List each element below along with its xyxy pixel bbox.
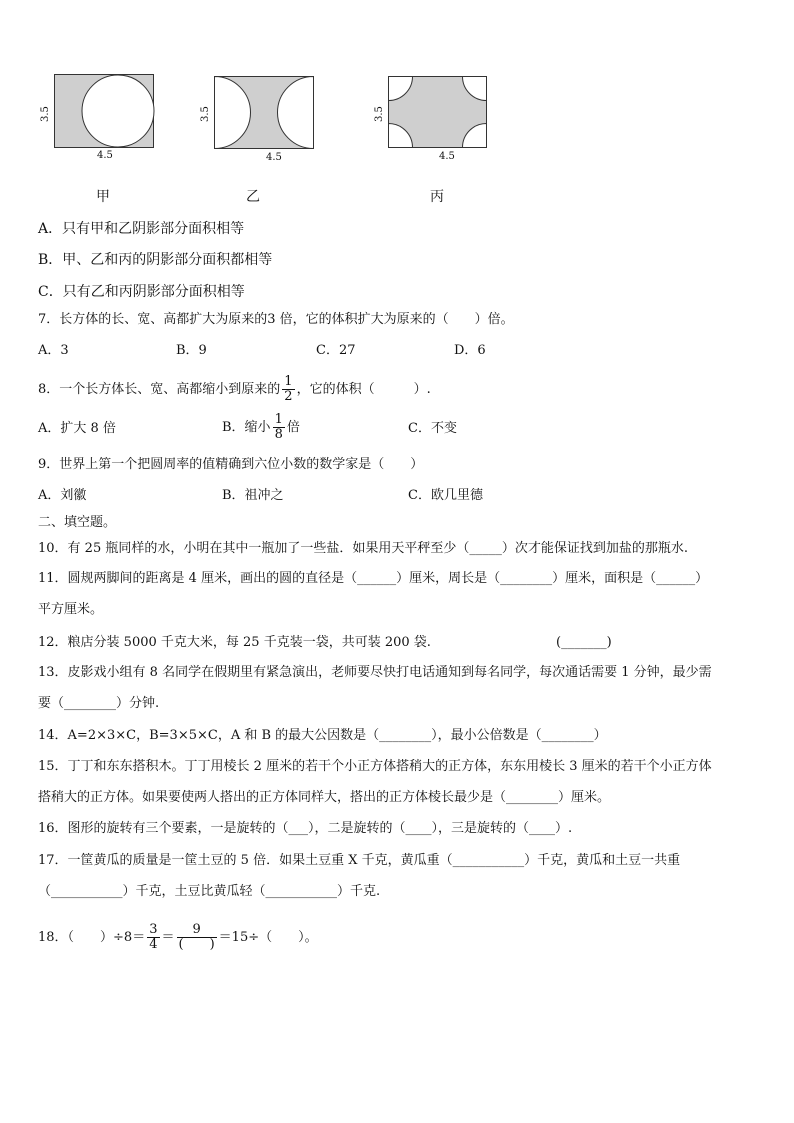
q18-fraction-2 xyxy=(177,923,217,952)
section-fill-in-title: 二、填空题。 xyxy=(38,515,117,530)
q18-frac2-den: ( ) xyxy=(178,937,215,952)
q8-stem-after: ，它的体积（ ）. xyxy=(296,382,431,397)
q8-optb-before: B．缩小 xyxy=(222,420,271,435)
q9-option-c: C．欧几里德 xyxy=(408,488,483,503)
q18-frac2-num: 9 xyxy=(177,923,217,938)
q8-stem xyxy=(38,374,431,406)
q6-option-a: A．只有甲和乙阴影部分面积相等 xyxy=(38,221,245,237)
q9-stem: 9．世界上第一个把圆周率的值精确到六位小数的数学家是（ ） xyxy=(38,457,424,472)
q16-text: 16．图形的旋转有三个要素，一是旋转的（___），二是旋转的（____），三是旋转的（____）. xyxy=(38,821,573,836)
width-label-jia: 4.5 xyxy=(97,150,113,161)
figure-jia-drawing xyxy=(54,74,154,148)
q8-optb-den: 8 xyxy=(274,427,283,442)
q18-part1: 18．（ ）÷8＝ xyxy=(38,930,146,945)
width-label-yi: 4.5 xyxy=(266,152,282,163)
q8-frac-num: 1 xyxy=(284,374,293,389)
q6-option-b: B．甲、乙和丙的阴影部分面积都相等 xyxy=(38,252,273,268)
q7-option-d: D．6 xyxy=(454,343,486,358)
q18-equals: ＝ xyxy=(161,930,175,945)
caption-bing: 丙 xyxy=(430,189,444,205)
q12-answer-blank: (_______) xyxy=(556,635,612,650)
caption-jia: 甲 xyxy=(96,189,110,205)
q8-option-c: C．不变 xyxy=(408,421,457,436)
q18-text xyxy=(38,916,318,960)
q13-line1: 13．皮影戏小组有 8 名同学在假期里有紧急演出，老师要尽快打电话通知到每名同学，每次通话需要 1 分钟，最少需 xyxy=(38,665,712,680)
q7-stem: 7．长方体的长、宽、高都扩大为原来的3 倍，它的体积扩大为原来的（ ）倍。 xyxy=(38,312,514,327)
q15-line2: 搭稍大的正方体。如果要使两人搭出的正方体同样大，搭出的正方体棱长最少是（________）厘米。 xyxy=(38,790,611,805)
q10-text: 10．有 25 瓶同样的水，小明在其中一瓶加了一些盐．如果用天平秤至少（_____）次才能保证找到加盐的那瓶水. xyxy=(38,541,688,556)
figure-jia xyxy=(54,74,154,152)
width-label-bing: 4.5 xyxy=(439,151,455,162)
q13-line2: 要（________）分钟. xyxy=(38,696,160,711)
q7-option-c: C．27 xyxy=(316,343,356,358)
q8-fraction xyxy=(282,375,294,404)
figure-bing-drawing xyxy=(388,76,488,150)
q17-line2: （___________）千克，土豆比黄瓜轻（___________）千克. xyxy=(38,884,381,899)
height-label-yi: 3.5 xyxy=(200,106,211,122)
q8-frac-den: 2 xyxy=(284,389,293,404)
q7-option-a: A．3 xyxy=(38,343,69,358)
caption-yi: 乙 xyxy=(246,189,260,205)
q8-optb-after: 倍 xyxy=(286,420,300,435)
q11-line2: 平方厘米。 xyxy=(38,602,104,617)
q9-option-b: B．祖冲之 xyxy=(222,488,284,503)
q11-line1: 11．圆规两脚间的距离是 4 厘米，画出的圆的直径是（______）厘米，周长是（________）厘米，面积是（______） xyxy=(38,571,709,586)
figure-yi xyxy=(214,76,314,154)
q6-option-c: C．只有乙和丙阴影部分面积相等 xyxy=(38,284,245,300)
q8-stem-before: 8．一个长方体长、宽、高都缩小到原来的 xyxy=(38,382,281,397)
figure-yi-drawing xyxy=(214,76,314,150)
q18-frac1-num: 3 xyxy=(149,922,158,937)
q8-optb-fraction xyxy=(273,413,285,442)
q9-option-a: A．刘徽 xyxy=(38,488,87,503)
height-label-bing: 3.5 xyxy=(374,106,385,122)
figure-bing xyxy=(388,76,488,154)
q18-fraction-1 xyxy=(147,923,159,952)
q8-optb-num: 1 xyxy=(274,412,283,427)
q15-line1: 15．丁丁和东东搭积木。丁丁用棱长 2 厘米的若干个小正方体搭稍大的正方体，东东用棱长 3 厘米的若干个小正方体 xyxy=(38,759,712,774)
q8-option-b xyxy=(222,410,300,446)
height-label-jia: 3.5 xyxy=(40,106,51,122)
q18-frac1-den: 4 xyxy=(149,937,158,952)
q18-part2: ＝15÷（ ）。 xyxy=(218,930,318,945)
q17-line1: 17．一筐黄瓜的质量是一筐土豆的 5 倍．如果土豆重 X 千克，黄瓜重（___________）千克，黄瓜和土豆一共重 xyxy=(38,853,681,868)
q12-text: 12．粮店分装 5000 千克大米，每 25 千克装一袋，共可装 200 袋. xyxy=(38,635,431,650)
q8-option-a: A．扩大 8 倍 xyxy=(38,421,116,436)
q14-text: 14．A=2×3×C，B=3×5×C，A 和 B 的最大公因数是（________），最小公倍数是（________） xyxy=(38,728,607,743)
q7-option-b: B．9 xyxy=(176,343,207,358)
